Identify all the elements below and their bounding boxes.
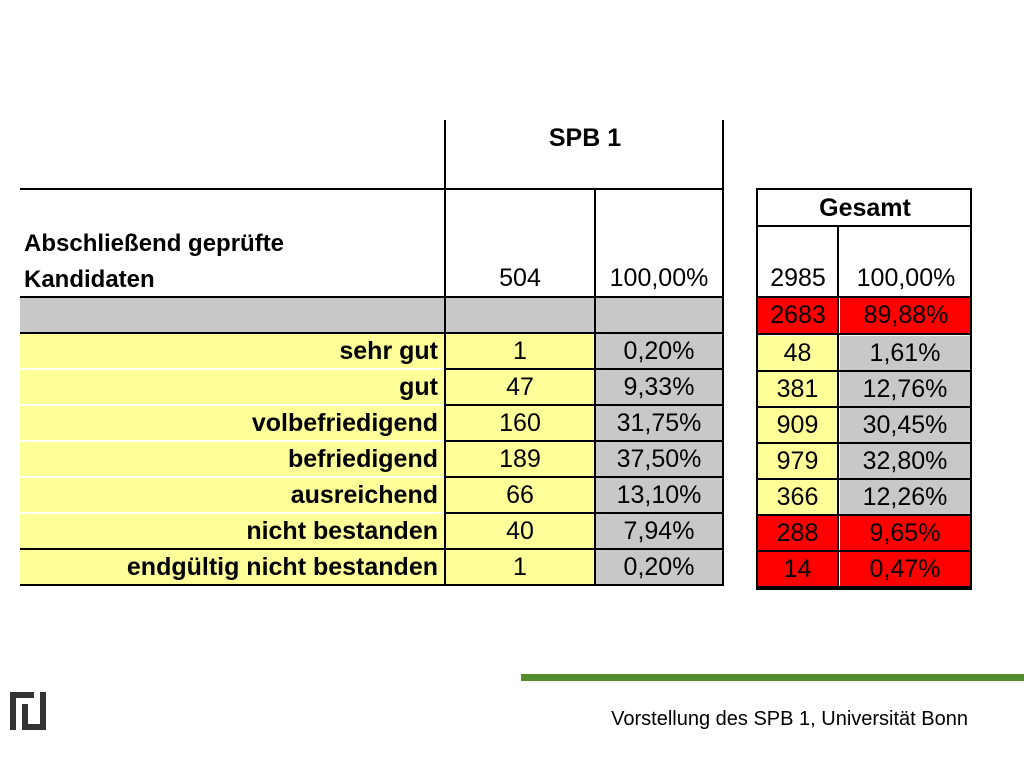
gesamt-percent-cell: 9,65% — [840, 516, 970, 550]
spb-count-cell: 1 — [446, 334, 594, 368]
spb-hline-bottom — [20, 584, 724, 586]
gesamt-total-count: 2985 — [770, 263, 826, 292]
header-label-line-1: Abschließend geprüfte — [24, 230, 285, 257]
spb-percent-cell: 9,33% — [596, 370, 722, 404]
spb-count-cell: 40 — [446, 514, 594, 548]
gesamt-percent-cell: 12,76% — [840, 372, 970, 406]
grade-label: nicht bestanden — [20, 514, 444, 548]
spb-percent-cell: 0,20% — [596, 550, 722, 584]
gesamt-passed-percent: 89,88% — [840, 298, 972, 333]
spb-percent-cell: 0,20% — [596, 334, 722, 368]
gesamt-vline-left — [756, 188, 758, 590]
gesamt-percent-cell: 12,26% — [840, 480, 970, 514]
gesamt-count-cell: 48 — [758, 336, 837, 370]
spb-hline-header — [20, 188, 724, 190]
grade-label: gut — [20, 370, 444, 404]
gesamt-count-cell: 381 — [758, 372, 837, 406]
grade-label: sehr gut — [20, 334, 444, 368]
grade-label: endgültig nicht bestanden — [20, 550, 444, 584]
spb-percent-cell: 31,75% — [596, 406, 722, 440]
spb-vline-mid — [594, 188, 596, 586]
gesamt-count-cell: 979 — [758, 444, 837, 478]
spb-percent-cell: 37,50% — [596, 442, 722, 476]
spb-grey-band — [20, 297, 724, 333]
header-label — [24, 226, 444, 298]
grade-label: ausreichend — [20, 478, 444, 512]
spb-title: SPB 1 — [548, 123, 622, 152]
spb-count-cell: 189 — [446, 442, 594, 476]
gesamt-count-cell: 366 — [758, 480, 837, 514]
gesamt-percent-cell: 1,61% — [840, 336, 970, 370]
gesamt-percent-cell: 32,80% — [840, 444, 970, 478]
gesamt-total-percent: 100,00% — [856, 263, 956, 292]
gesamt-hline-title — [756, 225, 972, 227]
gesamt-hline-bottom — [756, 588, 972, 590]
footer-accent-bar — [521, 674, 1024, 681]
spb-count-cell: 66 — [446, 478, 594, 512]
spb-percent-cell: 13,10% — [596, 478, 722, 512]
spb-count-cell: 47 — [446, 370, 594, 404]
spb-total-percent: 100,00% — [609, 263, 709, 292]
spb-count-cell: 1 — [446, 550, 594, 584]
spb-final-row-separator — [20, 548, 724, 550]
spb-percent-cell: 7,94% — [596, 514, 722, 548]
gesamt-percent-cell: 30,45% — [840, 408, 970, 442]
spb-hline-band — [20, 332, 724, 334]
footer-caption: Vorstellung des SPB 1, Universität Bonn — [611, 708, 968, 730]
university-logo-icon — [8, 690, 48, 732]
gesamt-vline-mid — [837, 226, 839, 590]
spb-count-cell: 160 — [446, 406, 594, 440]
gesamt-count-cell: 909 — [758, 408, 837, 442]
gesamt-vline-right — [970, 188, 972, 590]
gesamt-percent-cell: 0,47% — [840, 552, 970, 586]
spb-hline-total — [20, 296, 724, 298]
gesamt-count-cell: 14 — [758, 552, 837, 586]
gesamt-title: Gesamt — [819, 193, 911, 222]
gesamt-count-cell: 288 — [758, 516, 837, 550]
gesamt-hline-passed — [756, 333, 972, 335]
header-label-line-2: Kandidaten — [24, 266, 155, 293]
grade-label: befriedigend — [20, 442, 444, 476]
grade-label: volbefriedigend — [20, 406, 444, 440]
gesamt-hline-top — [756, 188, 972, 190]
gesamt-hline-total — [756, 296, 972, 298]
gesamt-passed-count: 2683 — [758, 298, 838, 333]
spb-total-count: 504 — [499, 263, 541, 292]
